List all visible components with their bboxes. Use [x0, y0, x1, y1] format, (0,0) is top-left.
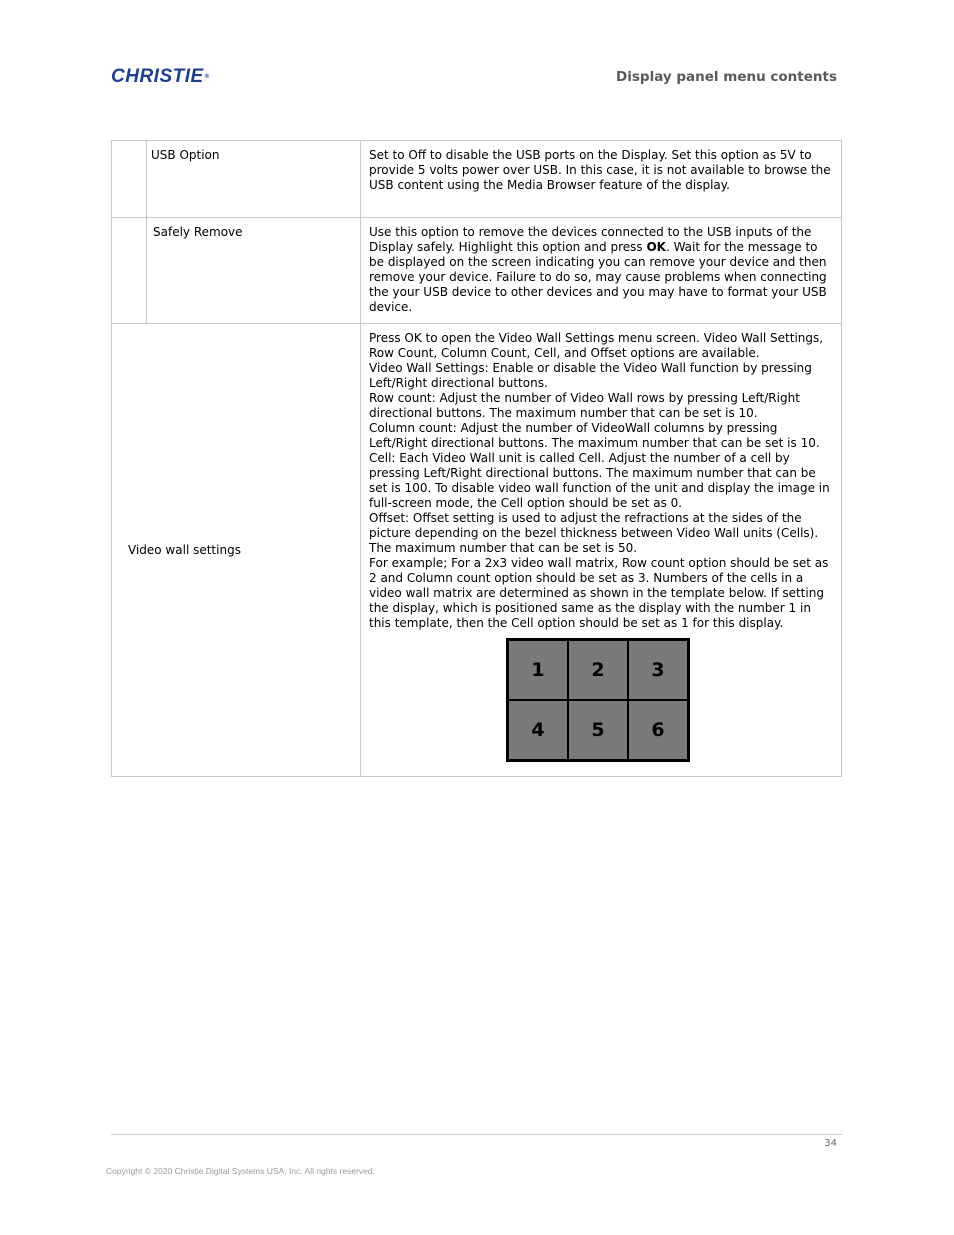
matrix-cell: 3	[628, 640, 688, 700]
option-name: Safely Remove	[147, 218, 361, 324]
description-paragraph: Cell: Each Video Wall unit is called Cell. Adjust the number of a cell by pressing Left/Right directional buttons. The maximum number that can be set is 100. To disable video wall function of the unit and display the image in full-screen mode, the Cell option should be set as 0.	[369, 451, 830, 510]
description-paragraph: Offset: Offset setting is used to adjust the refractions at the sides of the picture depending on the bezel thickness between Video Wall units (Cells). The maximum number that can be set is 50.	[369, 511, 819, 555]
section-title: Display panel menu contents	[616, 69, 837, 85]
description-text: Use this option to remove the devices connected to the USB inputs of the Display safely. Highlight this option and press	[369, 225, 812, 254]
registered-mark: ®	[204, 74, 210, 80]
table-row	[112, 141, 842, 218]
page-number: 34	[824, 1138, 837, 1149]
description-paragraph: For example; For a 2x3 video wall matrix, Row count option should be set as 2 and Column count option should be set as 3. Numbers of the cells in a video wall matrix are determined as shown in the template below. If setting the display, which is positioned same as the display with the number 1 in this template, then the Cell option should be set as 1 for this display.	[369, 556, 829, 630]
option-description: Set to Off to disable the USB ports on the Display. Set this option as 5V to provide 5 volts power over USB. In this case, it is not available to browse the USB content using the Media Browser feature of the display.	[361, 141, 842, 218]
option-name: Video wall settings	[112, 324, 361, 777]
description-paragraph: Column count: Adjust the number of VideoWall columns by pressing Left/Right directional buttons. The maximum number that can be set is 10.	[369, 421, 820, 450]
matrix-cell: 2	[568, 640, 628, 700]
indent-cell	[112, 218, 147, 324]
description-paragraph: Row count: Adjust the number of Video Wall rows by pressing Left/Right directional buttons. The maximum number that can be set is 10.	[369, 391, 800, 420]
christie-logo	[111, 67, 210, 87]
table-row	[112, 324, 842, 777]
table-row	[112, 218, 842, 324]
footer-divider	[111, 1134, 842, 1135]
description-paragraph: Video Wall Settings: Enable or disable the Video Wall function by pressing Left/Right directional buttons.	[369, 361, 812, 390]
option-name: USB Option	[147, 141, 361, 218]
description-text: . Wait for the message to be displayed on the screen indicating you can remove your device and then remove your device. Failure to do so, may cause problems when connecting the your USB device to other devices and you may have to format your USB device.	[369, 240, 827, 314]
matrix-cell: 6	[628, 700, 688, 760]
description-paragraph: Press OK to open the Video Wall Settings menu screen. Video Wall Settings, Row Count, Column Count, Cell, and Offset options are available.	[369, 331, 824, 360]
matrix-cell: 1	[508, 640, 568, 700]
indent-cell	[112, 141, 147, 218]
option-description	[361, 218, 842, 324]
option-description	[361, 324, 842, 777]
menu-contents-table	[111, 140, 842, 777]
logo-text: CHRISTIE	[111, 66, 204, 87]
video-wall-matrix-diagram	[506, 638, 690, 762]
ok-button-label: OK	[646, 240, 666, 254]
matrix-cell: 4	[508, 700, 568, 760]
matrix-cell: 5	[568, 700, 628, 760]
copyright-notice: Copyright © 2020 Christie Digital Systems USA, Inc. All rights reserved.	[106, 1166, 375, 1176]
